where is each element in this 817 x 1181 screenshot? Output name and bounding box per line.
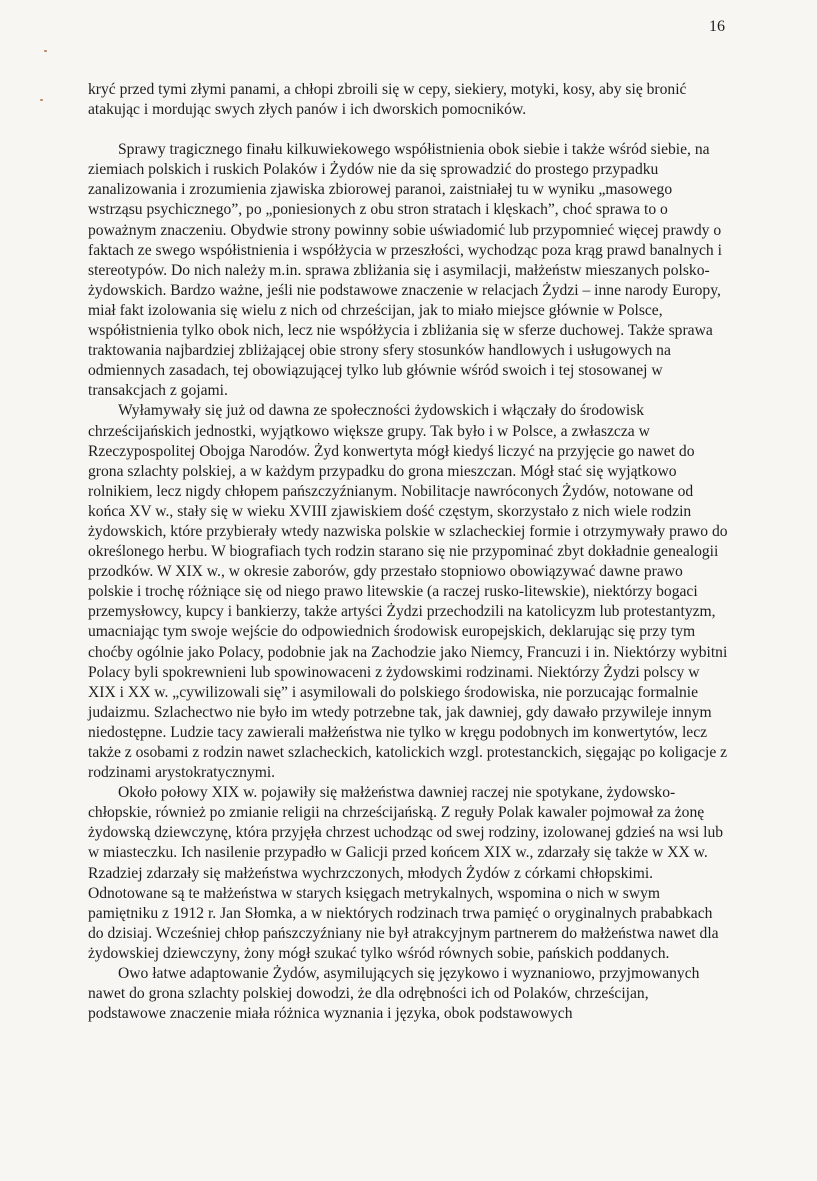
paragraph-continuation: kryć przed tymi złymi panami, a chłopi zbroili się w cepy, siekiery, motyki, kosy, aby się bronić atakując i mordując swych złych panów i ich dworskich pomocników. <box>88 81 687 119</box>
paragraph: Owo łatwe adaptowanie Żydów, asymilujących się językowo i wyznaniowo, przyjmowanych nawet do grona szlachty polskiej dowodzi, że dla odrębności ich od Polaków, chrześcijan, podstawowe znaczenie miała różnica wyznania i języka, obok podstawowych <box>88 965 700 1023</box>
paragraph: Sprawy tragicznego finału kilkuwiekowego współistnienia obok siebie i także wśród siebie, na ziemiach polskich i ruskich Polaków i Żydów nie da się sprowadzić do prostego przypadku zanalizowania i zrozumienia zjawiska zbiorowej paranoi, zaistniałej tu w wyniku „masowego wstrząsu psychicznego”, po „poniesionych z obu stron stratach i klęskach”, choć sprawa to o poważnym znaczeniu. Obydwie strony powinny sobie uświadomić lub przypomnieć więcej prawdy o faktach ze swego współistnienia i współżycia w przeszłości, wychodząc poza krąg prawd banalnych i stereotypów. Do nich należy m.in. sprawa zbliżania się i asymilacji, małżeństw mieszanych polsko-żydowskich. Bardzo ważne, jeśli nie podstawowe znaczenie w relacjach Żydzi – inne narody Europy, miał fakt izolowania się wielu z nich od chrześcijan, jak to miało miejsce głównie w Polsce, współistnienia tylko obok nich, lecz nie współżycia i zbliżania się w sferze duchowej. Także sprawa traktowania najbardziej zbliżającej obie strony sfery stosunków handlowych i usługowych na odmiennych zasadach, tej obowiązującej tylko lub głównie wśród swoich i tej stosowanej w transakcjach z gojami. <box>88 141 722 400</box>
page-number: 16 <box>709 18 725 35</box>
paragraph: Około połowy XIX w. pojawiły się małżeństwa dawniej raczej nie spotykane, żydowsko-chłopskie, również po zmianie religii na chrześcijańską. Z reguły Polak kawaler pojmował za żonę żydowską dziewczynę, która przyjęła chrzest uchodząc od swej rodziny, izolowanej gdzieś na wsi lub w miasteczku. Ich nasilenie przypadło w Galicji przed końcem XIX w., zdarzały się także w XX w. Rzadziej zdarzały się małżeństwa wychrzczonych, młodych Żydów z córkami chłopskimi. Odnotowane są te małżeństwa w starych księgach metrykalnych, wspomina o nich w swym pamiętniku z 1912 r. Jan Słomka, a w niektórych rodzinach trwa pamięć o oryginalnych prababkach do dzisiaj. Wcześniej chłop pańszczyźniany nie był atrakcyjnym partnerem do małżeństwa nawet dla żydowskiej dziewczyny, żony mógł szukać tylko wśród równych sobie, pańskich poddanych. <box>88 784 724 962</box>
scan-mark <box>40 99 43 101</box>
scan-mark <box>44 50 47 52</box>
document-body <box>88 80 728 1024</box>
paragraph: Wyłamywały się już od dawna ze społeczności żydowskich i włączały do środowisk chrześcijańskich jednostki, wyjątkowo większe grupy. Tak było i w Polsce, a zwłaszcza w Rzeczypospolitej Obojga Narodów. Żyd konwertyta mógł kiedyś liczyć na przyjęcie go nawet do grona szlachty polskiej, a w każdym przypadku do grona mieszczan. Mógł stać się wyjątkowo rolnikiem, lecz nigdy chłopem pańszczyźnianym. Nobilitacje nawróconych Żydów, notowane od końca XV w., stały się w wieku XVIII zjawiskiem dość częstym, skorzystało z nich wiele rodzin żydowskich, które przybierały wtedy nazwiska polskie w szlacheckiej formie i otrzymywały prawo do określonego herbu. W biografiach tych rodzin starano się nie przypominać zbyt dokładnie genealogii przodków. W XIX w., w okresie zaborów, gdy przestało stopniowo obowiązywać dawne prawo polskie i trochę różniące się od niego prawo litewskie (a raczej rusko-litewskie), niektórzy bogaci przemysłowcy, kupcy i bankierzy, także artyści Żydzi przechodzili na katolicyzm lub protestantyzm, umacniając tym swoje wejście do odpowiednich środowisk europejskich, deklarując się przy tym choćby ogólnie jako Polacy, podobnie jak na Zachodzie jako Niemcy, Francuzi i in. Niektórzy wybitni Polacy byli spokrewnieni lub spowinowaceni z żydowskimi rodzinami. Niektórzy Żydzi polscy w XIX i XX w. „cywilizowali się” i asymilowali do polskiego środowiska, nie porzucając formalnie judaizmu. Szlachectwo nie było im wtedy potrzebne tak, jak dawniej, gdy dawało przywileje innym niedostępne. Ludzie tacy zawierali małżeństwa nie tylko w kręgu podobnych im konwertytów, lecz także z osobami z rodzin nawet szlacheckich, katolickich wzgl. protestanckich, sięgając po koligacje z rodzinami arystokratycznymi. <box>88 402 728 782</box>
